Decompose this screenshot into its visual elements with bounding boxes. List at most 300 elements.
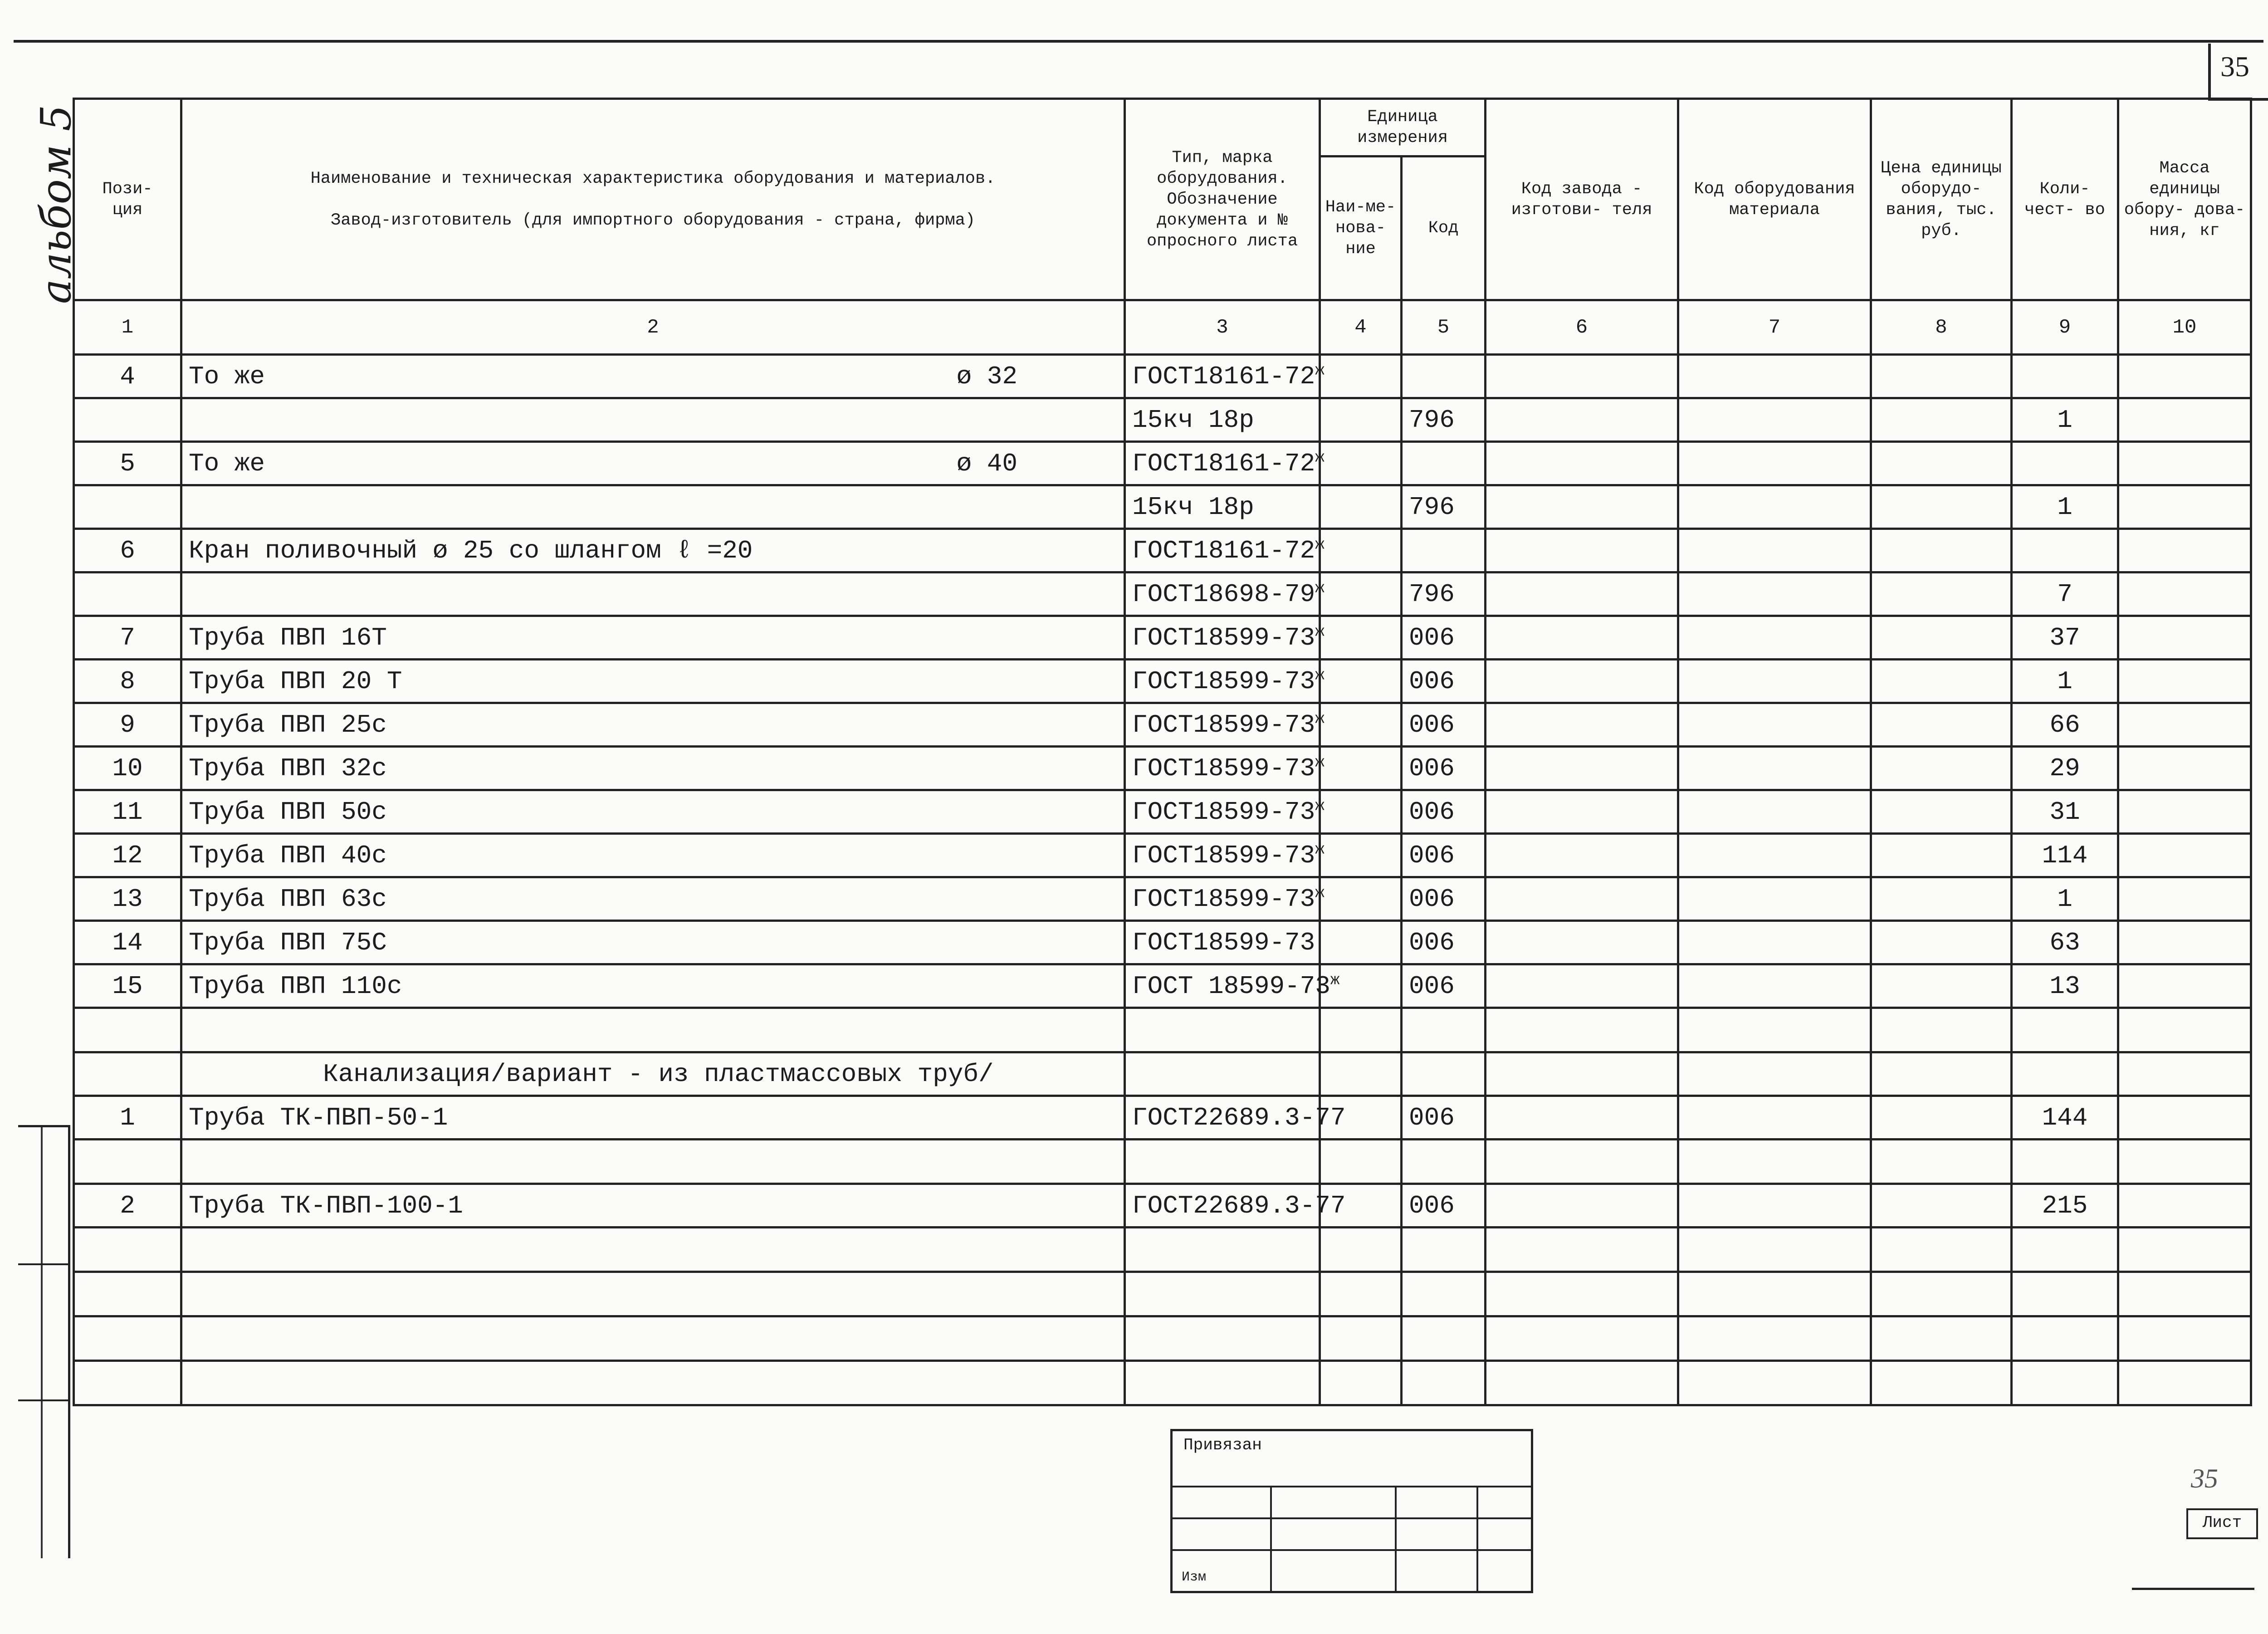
table-row [74, 572, 2251, 616]
unit-code-cell: 006 [1402, 703, 1486, 747]
diameter-label: ø 32 [956, 362, 1017, 391]
col-num: 10 [2118, 300, 2251, 355]
amendment-mark: ж [1315, 536, 1325, 553]
empty-cell [1678, 1228, 1871, 1272]
empty-cell [2118, 1052, 2251, 1096]
price-cell [1871, 616, 2012, 660]
name-cell [181, 442, 1125, 485]
amendment-mark: ж [1315, 623, 1325, 641]
mass-cell [2118, 790, 2251, 834]
name-cell [181, 921, 1125, 964]
header-unit-name: Наи-ме-нова-ние [1320, 157, 1402, 300]
quantity-cell: 37 [2012, 616, 2118, 660]
plant-code-cell [1486, 355, 1678, 398]
empty-row [74, 1316, 2251, 1361]
empty-cell [1125, 1316, 1320, 1361]
empty-cell [1486, 1228, 1678, 1272]
unit-name-cell [1320, 747, 1402, 790]
quantity-cell: 29 [2012, 747, 2118, 790]
empty-cell [1402, 1316, 1486, 1361]
unit-name-cell [1320, 834, 1402, 877]
empty-cell [1402, 1361, 1486, 1405]
equipment-code-cell [1678, 747, 1871, 790]
unit-code-cell: 006 [1402, 921, 1486, 964]
position-cell: 6 [74, 529, 181, 572]
empty-cell [1125, 1272, 1320, 1316]
name-cell [181, 834, 1125, 877]
empty-cell [181, 1272, 1125, 1316]
document-code: ГОСТ18599-73 [1132, 797, 1315, 827]
mass-cell [2118, 355, 2251, 398]
plant-code-cell [1486, 660, 1678, 703]
unit-name-cell [1320, 442, 1402, 485]
amendment-mark: ж [1315, 841, 1325, 858]
empty-cell [1486, 1052, 1678, 1096]
document-code: ГОСТ18161-72 [1132, 362, 1315, 391]
amendment-mark: ж [1315, 753, 1325, 771]
document-code: ГОСТ18161-72 [1132, 449, 1315, 478]
empty-cell [1678, 1052, 1871, 1096]
item-name: То же [189, 449, 265, 478]
table-row [74, 703, 2251, 747]
table-row [74, 529, 2251, 572]
mass-cell [2118, 877, 2251, 921]
quantity-cell: 7 [2012, 572, 2118, 616]
album-label [27, 104, 80, 308]
plant-code-cell [1486, 877, 1678, 921]
name-cell [181, 398, 1125, 442]
position-cell: 8 [74, 660, 181, 703]
type-cell [1125, 703, 1325, 747]
price-cell [1871, 877, 2012, 921]
header-equipment-code: Код оборудования материала [1678, 99, 1871, 300]
empty-cell [2012, 1228, 2118, 1272]
equipment-code-cell [1678, 1096, 1871, 1140]
empty-cell [1678, 1008, 1871, 1052]
equipment-code-cell [1678, 703, 1871, 747]
type-cell [1125, 747, 1325, 790]
empty-cell [2012, 1316, 2118, 1361]
empty-cell [1402, 1052, 1486, 1096]
quantity-cell: 144 [2012, 1096, 2118, 1140]
position-cell: 14 [74, 921, 181, 964]
quantity-cell: 66 [2012, 703, 2118, 747]
quantity-cell: 1 [2012, 877, 2118, 921]
name-cell [181, 616, 1125, 660]
col-num: 4 [1320, 300, 1402, 355]
empty-cell [2012, 1140, 2118, 1184]
plant-code-cell [1486, 485, 1678, 529]
mass-cell [2118, 529, 2251, 572]
table-row [74, 921, 2251, 964]
position-cell: 10 [74, 747, 181, 790]
empty-cell [1125, 1361, 1320, 1405]
plant-code-cell [1486, 1096, 1678, 1140]
empty-cell [1402, 1140, 1486, 1184]
table-row [74, 790, 2251, 834]
empty-cell [1871, 1361, 2012, 1405]
document-code: ГОСТ18599-73 [1132, 753, 1315, 783]
empty-cell [74, 1361, 181, 1405]
mass-cell [2118, 485, 2251, 529]
empty-cell [74, 1140, 181, 1184]
unit-name-cell [1320, 660, 1402, 703]
mass-cell [2118, 442, 2251, 485]
document-code: ГОСТ18599-73 [1132, 928, 1315, 957]
item-name: Кран поливочный ø 25 со шлангом ℓ =20 [189, 536, 753, 565]
amendment-mark: ж [1315, 449, 1325, 466]
unit-code-cell: 796 [1402, 485, 1486, 529]
table-row [74, 355, 2251, 398]
position-cell [74, 485, 181, 529]
name-cell [181, 660, 1125, 703]
empty-cell [2118, 1361, 2251, 1405]
header-unit-code: Код [1402, 157, 1486, 300]
sheet-number-handwritten: 35 [2191, 1463, 2218, 1493]
unit-name-cell [1320, 529, 1402, 572]
empty-cell [74, 1228, 181, 1272]
stamp-rule [18, 1399, 68, 1401]
table-row [74, 747, 2251, 790]
unit-code-cell: 796 [1402, 572, 1486, 616]
unit-name-cell [1320, 485, 1402, 529]
unit-name-cell [1320, 703, 1402, 747]
empty-cell [1320, 1008, 1402, 1052]
empty-cell [1871, 1228, 2012, 1272]
header-position: Пози- ция [74, 99, 181, 300]
unit-code-cell: 006 [1402, 1184, 1486, 1228]
unit-code-cell: 006 [1402, 660, 1486, 703]
empty-cell [74, 1052, 181, 1096]
type-cell [1125, 529, 1325, 572]
price-cell [1871, 572, 2012, 616]
mass-cell [2118, 964, 2251, 1008]
amendment-mark: ж [1330, 971, 1340, 989]
empty-cell [1871, 1272, 2012, 1316]
name-cell [181, 790, 1125, 834]
price-cell [1871, 660, 2012, 703]
col-num: 8 [1871, 300, 2012, 355]
quantity-cell: 31 [2012, 790, 2118, 834]
col-num: 6 [1486, 300, 1678, 355]
table-row [74, 834, 2251, 877]
document-code: ГОСТ18599-73 [1132, 623, 1315, 652]
empty-cell [2012, 1272, 2118, 1316]
header-plant-code: Код завода - изготови- теля [1486, 99, 1678, 300]
quantity-cell: 13 [2012, 964, 2118, 1008]
unit-code-cell: 006 [1402, 964, 1486, 1008]
type-cell [1125, 485, 1320, 529]
plant-code-cell [1486, 747, 1678, 790]
plant-code-cell [1486, 529, 1678, 572]
empty-cell [1320, 1140, 1402, 1184]
name-cell [181, 572, 1125, 616]
table-row [74, 1184, 2251, 1228]
empty-cell [1871, 1008, 2012, 1052]
unit-name-cell [1320, 921, 1402, 964]
price-cell [1871, 964, 2012, 1008]
document-code: ГОСТ 18599-73 [1132, 971, 1330, 1001]
name-cell [181, 485, 1125, 529]
equipment-code-cell [1678, 572, 1871, 616]
empty-cell [2118, 1008, 2251, 1052]
unit-code-cell [1402, 529, 1486, 572]
unit-name-cell [1320, 877, 1402, 921]
name-cell [181, 355, 1125, 398]
type-cell [1125, 790, 1325, 834]
table-row [74, 1096, 2251, 1140]
diameter-label: ø 40 [956, 449, 1017, 478]
position-cell [74, 572, 181, 616]
type-cell [1125, 355, 1325, 398]
quantity-cell [2012, 529, 2118, 572]
empty-cell [1402, 1008, 1486, 1052]
header-mass: Масса единицы обору- дова- ния, кг [2118, 99, 2251, 300]
empty-cell [1320, 1361, 1402, 1405]
table-row [74, 398, 2251, 442]
item-name: Труба ПВП 20 Т [189, 666, 402, 696]
unit-name-cell [1320, 790, 1402, 834]
table-row [74, 660, 2251, 703]
empty-cell [1871, 1052, 2012, 1096]
type-cell: ГОСТ22689.3-77 [1125, 1096, 1320, 1140]
empty-cell [1402, 1272, 1486, 1316]
empty-cell [1486, 1008, 1678, 1052]
table-row [74, 485, 2251, 529]
document-code: ГОСТ18599-73 [1132, 710, 1315, 739]
position-cell: 7 [74, 616, 181, 660]
plant-code-cell [1486, 834, 1678, 877]
specification-table [73, 98, 2252, 1406]
plant-code-cell [1486, 964, 1678, 1008]
mass-cell [2118, 1096, 2251, 1140]
mass-cell [2118, 703, 2251, 747]
position-cell: 12 [74, 834, 181, 877]
plant-code-cell [1486, 790, 1678, 834]
plant-code-cell [1486, 1184, 1678, 1228]
equipment-code-cell [1678, 877, 1871, 921]
stamp-rule [18, 1263, 68, 1265]
quantity-cell: 1 [2012, 660, 2118, 703]
empty-cell [1678, 1140, 1871, 1184]
empty-cell [181, 1316, 1125, 1361]
sheet-label: Лист [2186, 1508, 2258, 1539]
type-cell: ГОСТ22689.3-77 [1125, 1184, 1320, 1228]
type-cell [1125, 877, 1325, 921]
price-cell [1871, 834, 2012, 877]
unit-name-cell [1320, 398, 1402, 442]
type-cell [1125, 964, 1340, 1008]
amendment-mark: ж [1315, 666, 1325, 684]
plant-code-cell [1486, 398, 1678, 442]
item-name: То же [189, 362, 265, 391]
empty-cell [1125, 1228, 1320, 1272]
title-block-divider [1270, 1486, 1272, 1591]
item-name: Труба ПВП 32с [189, 753, 387, 783]
price-cell [1871, 921, 2012, 964]
type-cell [1125, 572, 1325, 616]
price-cell [1871, 1184, 2012, 1228]
empty-cell [2012, 1052, 2118, 1096]
header-type: Тип, марка оборудования. Обозначение документа и № опросного листа [1125, 99, 1320, 300]
quantity-cell: 1 [2012, 485, 2118, 529]
price-cell [1871, 790, 2012, 834]
empty-cell [1486, 1361, 1678, 1405]
unit-code-cell: 006 [1402, 877, 1486, 921]
equipment-code-cell [1678, 921, 1871, 964]
position-cell: 4 [74, 355, 181, 398]
empty-cell [1871, 1140, 2012, 1184]
type-cell [1125, 660, 1325, 703]
mass-cell [2118, 747, 2251, 790]
quantity-cell: 63 [2012, 921, 2118, 964]
table-row [74, 616, 2251, 660]
price-cell [1871, 442, 2012, 485]
quantity-cell: 114 [2012, 834, 2118, 877]
col-num: 9 [2012, 300, 2118, 355]
mass-cell [2118, 660, 2251, 703]
position-cell: 15 [74, 964, 181, 1008]
plant-code-cell [1486, 703, 1678, 747]
plant-code-cell [1486, 572, 1678, 616]
position-cell: 2 [74, 1184, 181, 1228]
price-cell [1871, 703, 2012, 747]
position-cell: 9 [74, 703, 181, 747]
unit-code-cell [1402, 355, 1486, 398]
empty-cell [1320, 1228, 1402, 1272]
position-cell: 5 [74, 442, 181, 485]
mass-cell [2118, 921, 2251, 964]
unit-code-cell: 006 [1402, 1096, 1486, 1140]
col-num: 1 [74, 300, 181, 355]
item-name: Труба ПВП 50с [189, 797, 387, 827]
empty-row [74, 1272, 2251, 1316]
mass-cell [2118, 834, 2251, 877]
price-cell [1871, 485, 2012, 529]
empty-cell [2118, 1228, 2251, 1272]
empty-cell [1678, 1272, 1871, 1316]
plant-code-cell [1486, 616, 1678, 660]
mass-cell [2118, 572, 2251, 616]
empty-cell [2012, 1008, 2118, 1052]
unit-code-cell: 006 [1402, 790, 1486, 834]
empty-cell [2118, 1316, 2251, 1361]
col-num: 2 [181, 300, 1125, 355]
title-block-change-label: Изм [1182, 1570, 1207, 1585]
section-title: Канализация/вариант - из пластмассовых труб/ [181, 1052, 1125, 1096]
position-cell: 1 [74, 1096, 181, 1140]
document-code: 15кч 18р [1132, 492, 1254, 522]
empty-cell [74, 1316, 181, 1361]
document-code: ГОСТ18698-79 [1132, 579, 1315, 609]
title-block-divider [1476, 1486, 1478, 1591]
title-block-divider [1395, 1486, 1397, 1591]
price-cell [1871, 355, 2012, 398]
title-block [1170, 1429, 1533, 1593]
item-name: Труба ПВП 40с [189, 841, 387, 870]
equipment-code-cell [1678, 529, 1871, 572]
amendment-mark: ж [1315, 884, 1325, 902]
table-row [74, 964, 2251, 1008]
empty-cell [1402, 1228, 1486, 1272]
empty-cell [2118, 1272, 2251, 1316]
empty-cell [2012, 1361, 2118, 1405]
empty-cell [74, 1272, 181, 1316]
stamp-divider [41, 1127, 43, 1558]
price-cell [1871, 398, 2012, 442]
empty-cell [2118, 1140, 2251, 1184]
mass-cell [2118, 616, 2251, 660]
name-cell [181, 747, 1125, 790]
name-cell [181, 877, 1125, 921]
unit-code-cell: 006 [1402, 747, 1486, 790]
name-cell [181, 529, 1125, 572]
name-cell: Труба ТК-ПВП-50-1 [181, 1096, 1125, 1140]
empty-cell [1486, 1316, 1678, 1361]
document-code: 15кч 18р [1132, 405, 1254, 435]
amendment-mark: ж [1315, 710, 1325, 728]
title-block-label: Привязан [1183, 1436, 1262, 1454]
unit-code-cell [1402, 442, 1486, 485]
unit-code-cell: 006 [1402, 616, 1486, 660]
empty-cell [1320, 1052, 1402, 1096]
equipment-code-cell [1678, 616, 1871, 660]
bottom-rule [2132, 1588, 2254, 1590]
empty-cell [1125, 1052, 1320, 1096]
equipment-code-cell [1678, 355, 1871, 398]
album-label-text: альбом 5 [32, 104, 80, 304]
quantity-cell [2012, 355, 2118, 398]
equipment-code-cell [1678, 790, 1871, 834]
equipment-code-cell [1678, 834, 1871, 877]
type-cell [1125, 442, 1325, 485]
header-name: Наименование и техническая характеристика оборудования и материалов. Завод-изготовитель (для импортного оборудования - страна, фирма) [181, 99, 1125, 300]
equipment-code-cell [1678, 442, 1871, 485]
empty-row [74, 1361, 2251, 1405]
left-margin-stamp [18, 1125, 70, 1558]
type-cell [1125, 616, 1325, 660]
empty-cell [1871, 1316, 2012, 1361]
position-cell: 13 [74, 877, 181, 921]
document-code: ГОСТ18599-73 [1132, 666, 1315, 696]
quantity-cell [2012, 442, 2118, 485]
price-cell [1871, 529, 2012, 572]
document-code: ГОСТ18599-73 [1132, 841, 1315, 870]
header-price: Цена единицы оборудо- вания, тыс. руб. [1871, 99, 2012, 300]
amendment-mark: ж [1315, 797, 1325, 815]
quantity-cell: 215 [2012, 1184, 2118, 1228]
unit-name-cell [1320, 355, 1402, 398]
equipment-code-cell [1678, 1184, 1871, 1228]
position-cell: 11 [74, 790, 181, 834]
quantity-cell: 1 [2012, 398, 2118, 442]
header-unit: Единица измерения [1320, 99, 1486, 157]
amendment-mark: ж [1315, 362, 1325, 379]
empty-row [74, 1228, 2251, 1272]
empty-cell [181, 1140, 1125, 1184]
mass-cell [2118, 1184, 2251, 1228]
col-num: 7 [1678, 300, 1871, 355]
plant-code-cell [1486, 921, 1678, 964]
item-name: Труба ПВП 75С [189, 928, 387, 957]
table-row [74, 442, 2251, 485]
section-row [74, 1052, 2251, 1096]
name-cell: Труба ТК-ПВП-100-1 [181, 1184, 1125, 1228]
item-name: Труба ПВП 25с [189, 710, 387, 739]
table-row [74, 877, 2251, 921]
unit-name-cell [1320, 572, 1402, 616]
equipment-code-cell [1678, 660, 1871, 703]
